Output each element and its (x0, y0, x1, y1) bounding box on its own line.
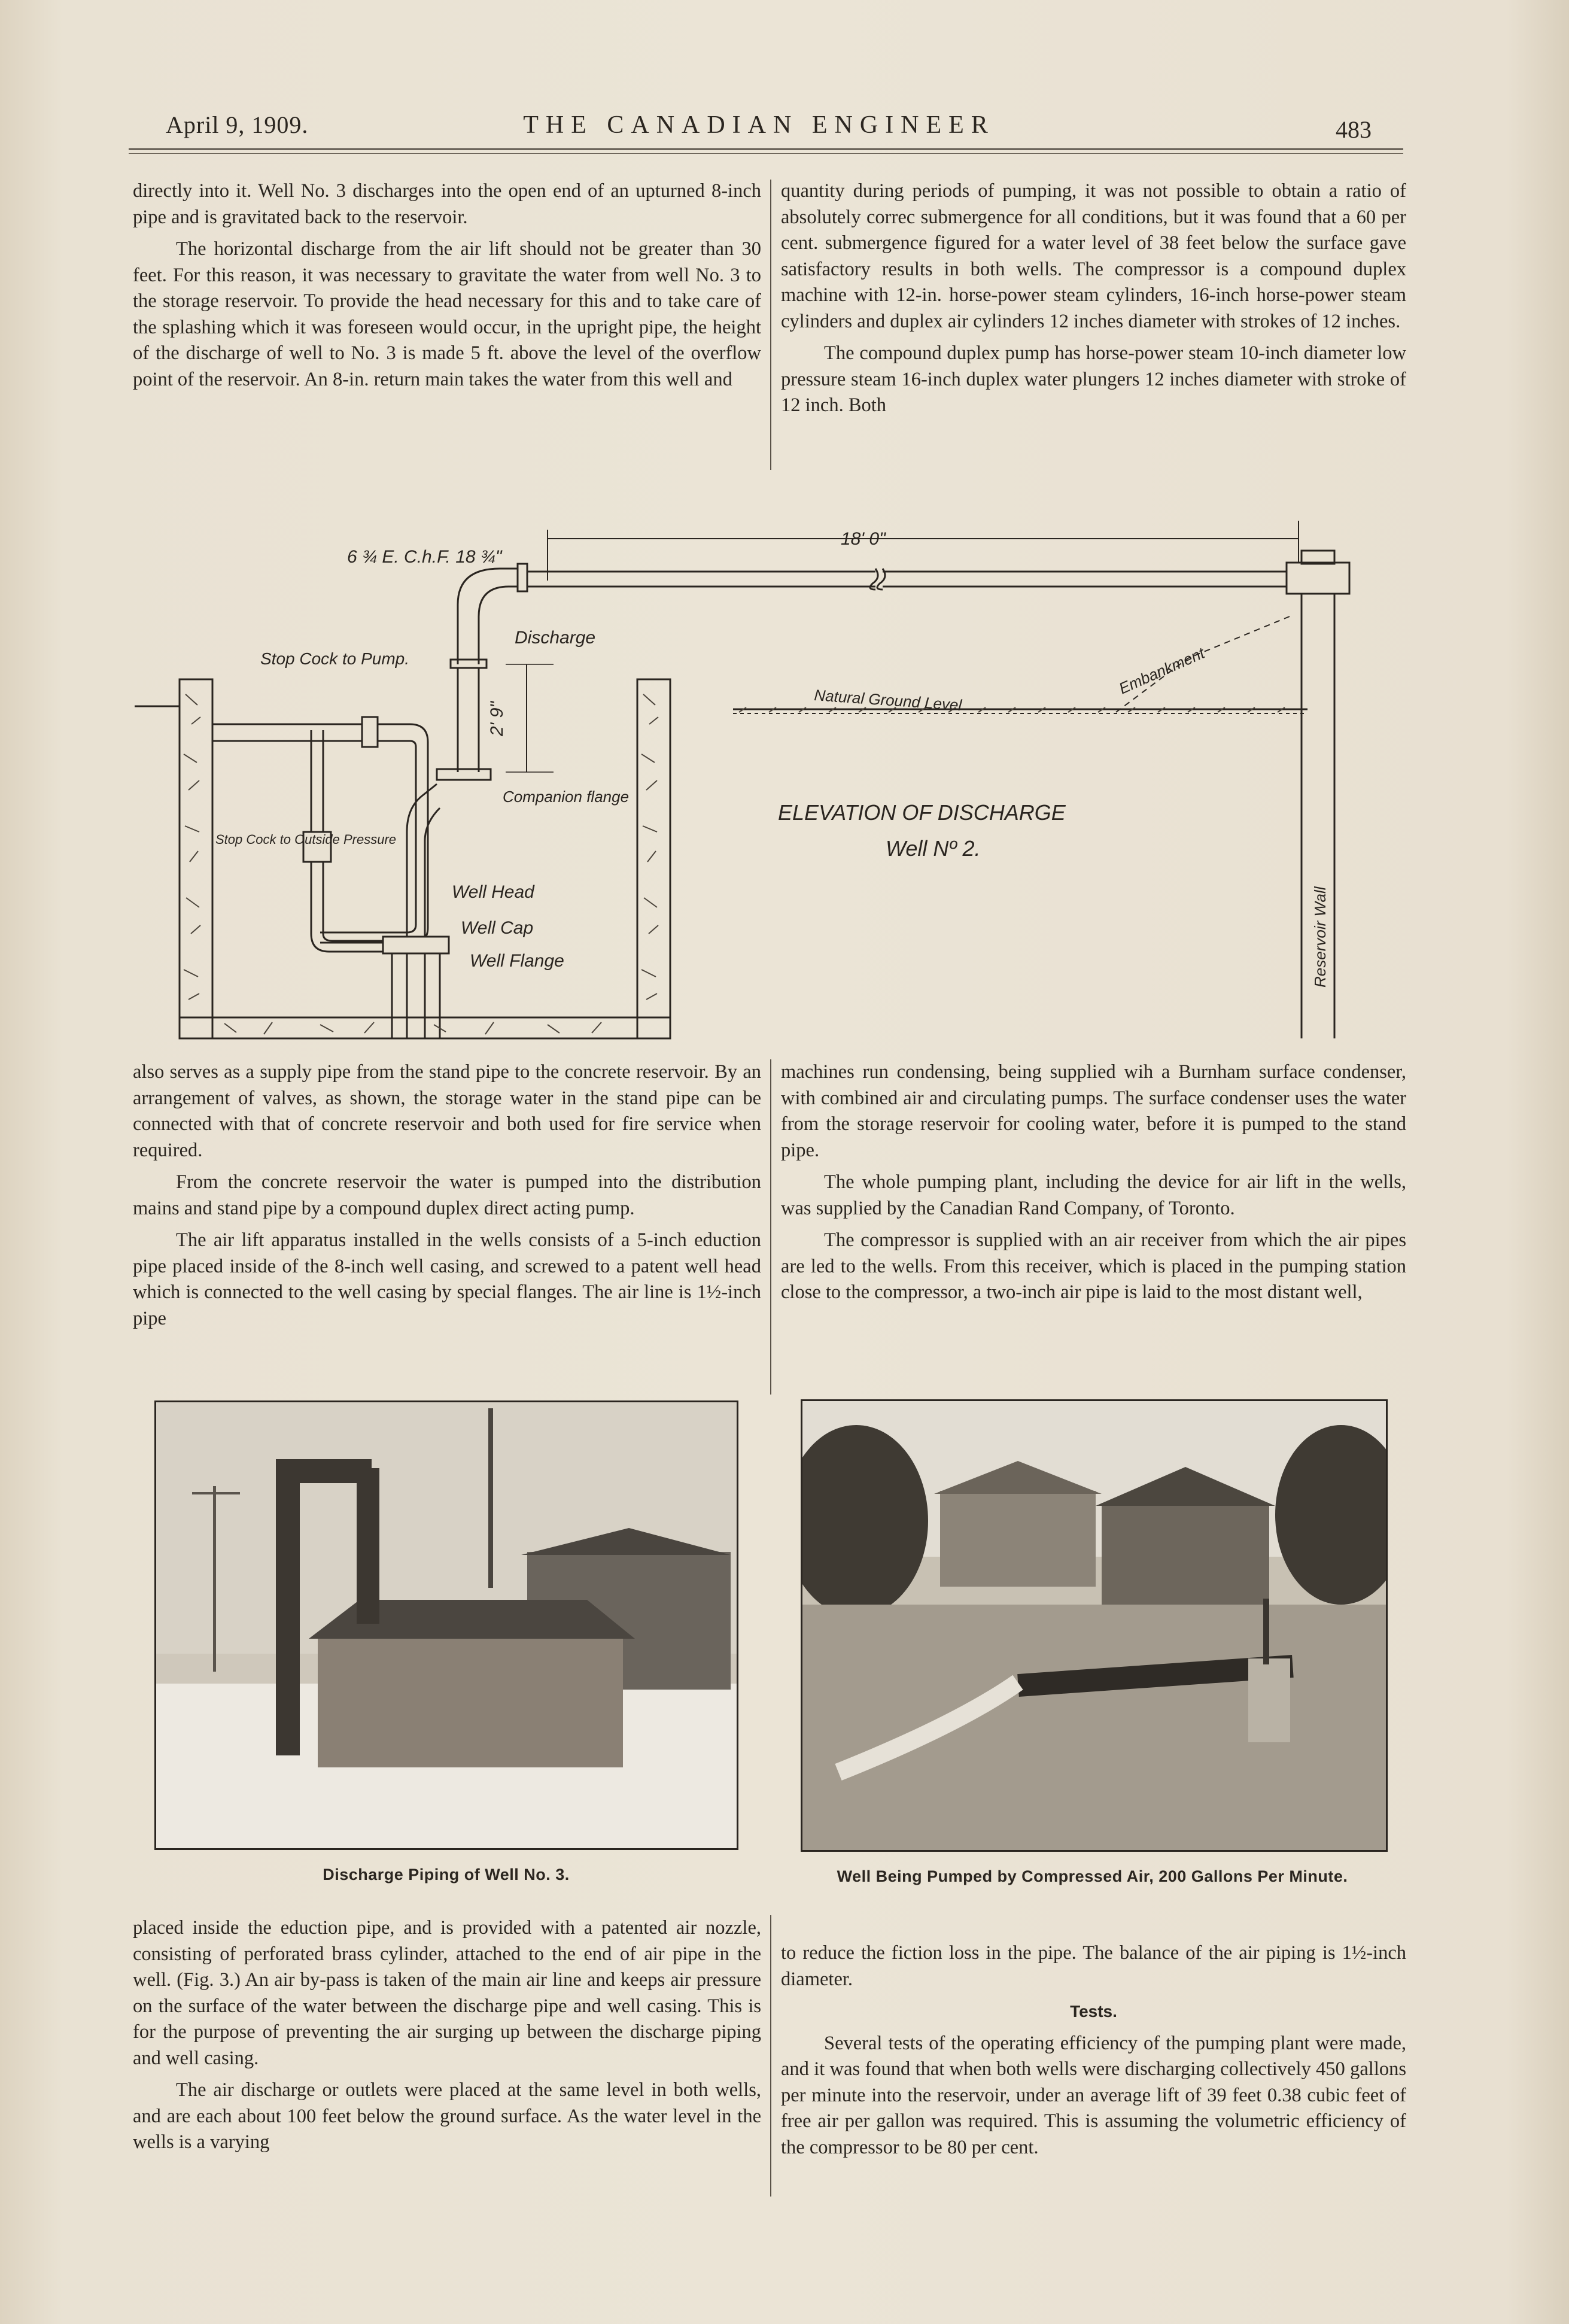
text-top-left (133, 178, 761, 399)
header-rule (129, 148, 1403, 150)
paragraph: The whole pumping plant, including the device for air lift in the wells, was supplied by the Canadian Rand Company, of Toronto. (781, 1171, 1406, 1219)
paragraph: placed inside the eduction pipe, and is provided with a patented air nozzle, consisting of perforated brass cylinder, attached to the end of air pipe in the well. (Fig. 3.) An air by-pass is taken of the main air line and keeps air pressure on the surface of the water between the discharge pipe and well casing. This is for the purpose of preventing the air surging up between the discharge piping and well casing. (133, 1917, 761, 2069)
header-rule-thin (129, 153, 1403, 154)
section-heading-tests: Tests. (1070, 2002, 1117, 2021)
diagram-title: ELEVATION OF DISCHARGE (778, 800, 1066, 825)
diagram-subtitle: Well Nº 2. (886, 836, 981, 861)
elevation-note: 6 ¾ E. C.h.F. 18 ¾" (347, 547, 502, 567)
caption-well-pumped: Well Being Pumped by Compressed Air, 200 Gallons Per Minute. (837, 1867, 1348, 1885)
paragraph: From the concrete reservoir the water is pumped into the distribution mains and stand pipe by a compound duplex direct acting pump. (133, 1171, 761, 1219)
paragraph: quantity during periods of pumping, it was not possible to obtain a ratio of absolutely correc submergence for all conditions, but it was found that a 60 per cent. submergence figured for a water level of 38 feet below the surface gave satisfactory results in both wells. The compressor is a compound duplex machine with 12-in. horse-power steam cylinders, 16-inch horse-power steam cylinders and duplex air cylinders 12 inches diameter with strokes of 12 inches. (781, 180, 1406, 332)
journal-title: THE CANADIAN ENGINEER (523, 111, 995, 139)
label-embankment: Embankment (1116, 643, 1208, 698)
label-reservoir-wall: Reservoir Wall (1311, 886, 1329, 988)
column-divider-middle (770, 1059, 771, 1395)
photo-discharge-piping-image (156, 1402, 737, 1848)
paragraph: directly into it. Well No. 3 discharges into the open end of an upturned 8-inch pipe and is gravitated back to the reservoir. (133, 180, 761, 228)
text-top-right (781, 178, 1406, 425)
paragraph: machines run condensing, being supplied wih a Burnham surface condenser, with combined air and circulating pumps. The surface condenser uses the water from the storage reservoir for cooling water, before it is pumped to the stand pipe. (781, 1061, 1406, 1161)
dimension-vertical-label: 2' 9" (487, 701, 507, 736)
text-bottom-right (781, 1940, 1406, 2167)
text-middle-left (133, 1059, 761, 1338)
dimension-top-label: 18' 0" (841, 529, 886, 549)
label-companion-flange: Companion flange (503, 788, 630, 806)
paragraph: also serves as a supply pipe from the stand pipe to the concrete reservoir. By an arrangement of valves, as shown, the storage water in the stand pipe can be connected with that of concrete reservoir and both used for fire service when required. (133, 1061, 761, 1161)
label-well-head: Well Head (452, 882, 534, 902)
paragraph: The compound duplex pump has horse-power steam 10-inch diameter low pressure steam 16-inch duplex water plungers 12 inches diameter with stroke of 12 inch. Both (781, 342, 1406, 416)
paragraph: The horizontal discharge from the air lift should not be greater than 30 feet. For this reason, it was necessary to gravitate the water from well No. 3 to the storage reservoir. To provide the head necessary for this and to take care of the splashing which it was foreseen would occur, in the upright pipe, the height of the discharge of well to No. 3 is made 5 ft. above the level of the overflow point of the reservoir. An 8-in. return main takes the water from this well and (133, 238, 761, 390)
issue-date: April 9, 1909. (166, 111, 309, 138)
column-divider-bottom (770, 1915, 771, 2197)
text-middle-right (781, 1059, 1406, 1312)
paragraph: The compressor is supplied with an air receiver from which the air pipes are led to the wells. From this receiver, which is placed in the pumping station close to the compressor, a two-inch air pipe is laid to the most distant well, (781, 1229, 1406, 1303)
label-stop-cock-pump: Stop Cock to Pump. (260, 649, 410, 668)
paragraph: to reduce the fiction loss in the pipe. The balance of the air piping is 1½-inch diameter. (781, 1942, 1406, 1990)
photo-discharge-piping (154, 1401, 738, 1850)
label-discharge: Discharge (515, 628, 596, 648)
paragraph: Several tests of the operating efficiency of the pumping plant were made, and it was found that when both wells were discharging collectively 450 gallons per minute into the reservoir, under an average lift of 39 feet 0.38 cubic feet of free air per gallon was required. This is assuming the volumetric efficiency of the compressor to be 80 per cent. (781, 2032, 1406, 2158)
label-well-flange: Well Flange (470, 951, 564, 971)
label-natural-ground-level: Natural Ground Level (813, 686, 963, 715)
running-header (129, 111, 1389, 147)
column-divider-top (770, 180, 771, 470)
photo-well-pumped-image (802, 1401, 1386, 1850)
paragraph: The air lift apparatus installed in the wells consists of a 5-inch eduction pipe placed inside of the 8-inch well casing, and screwed to a patent well head which is connected to the well casing by special flanges. The air line is 1½-inch pipe (133, 1229, 761, 1329)
photo-well-pumped (801, 1399, 1388, 1852)
caption-discharge-piping: Discharge Piping of Well No. 3. (323, 1866, 570, 1883)
label-stop-cock-outside: Stop Cock to Outside Pressure (215, 832, 397, 847)
text-bottom-left (133, 1915, 761, 2162)
label-well-cap: Well Cap (461, 918, 534, 938)
elevation-of-discharge-diagram (135, 497, 1385, 1050)
paragraph: The air discharge or outlets were placed at the same level in both wells, and are each about 100 feet below the ground surface. As the water level in the wells is a varying (133, 2079, 761, 2153)
page-number: 483 (1336, 116, 1372, 143)
